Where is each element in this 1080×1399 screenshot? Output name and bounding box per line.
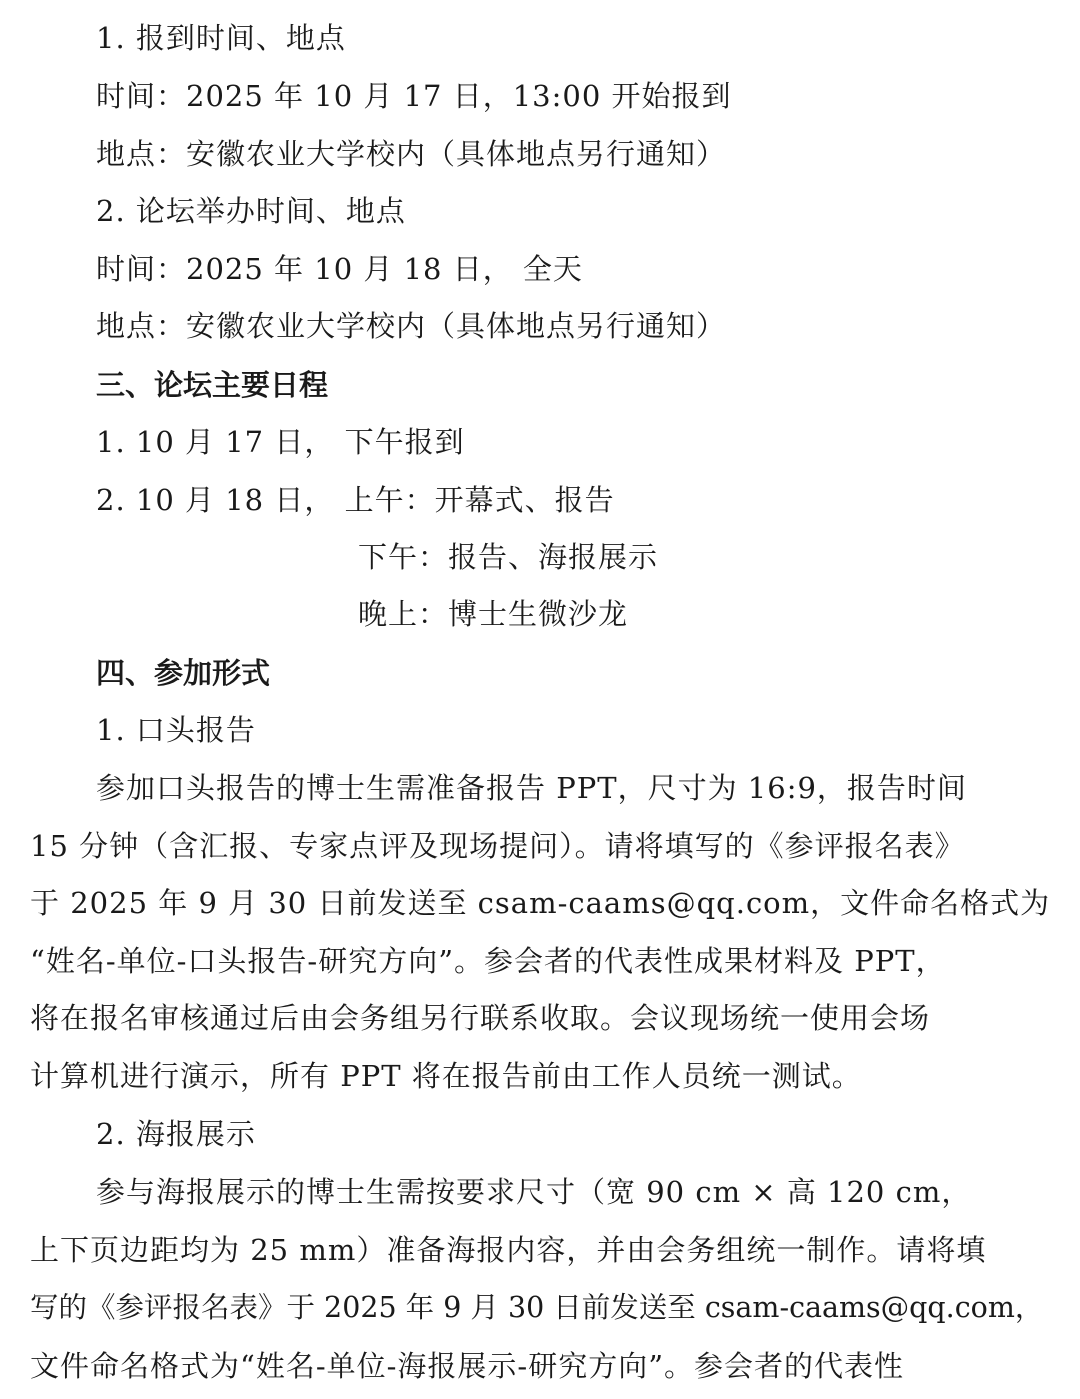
- oral-paragraph-line: 参加口头报告的博士生需准备报告 PPT，尺寸为 16:9，报告时间: [96, 771, 967, 805]
- oral-paragraph-line: “姓名-单位-口头报告-研究方向”。参会者的代表性成果材料及 PPT，: [30, 944, 946, 978]
- forum-place: 地点：安徽农业大学校内（具体地点另行通知）: [96, 309, 727, 343]
- item-registration-time-place: 1. 报到时间、地点: [96, 21, 346, 55]
- schedule-day-1: 1. 10 月 17 日， 下午报到: [96, 425, 465, 459]
- oral-paragraph-line: 于 2025 年 9 月 30 日前发送至 csam-caams@qq.com，文件命名格式为: [30, 886, 1051, 920]
- item-forum-time-place: 2. 论坛举办时间、地点: [96, 194, 406, 228]
- item-oral-report: 1. 口头报告: [96, 713, 256, 747]
- schedule-day-2: 2. 10 月 18 日， 上午：开幕式、报告: [96, 483, 615, 517]
- schedule-day-2-evening: 晚上：博士生微沙龙: [358, 597, 629, 631]
- poster-paragraph-line: 文件命名格式为“姓名-单位-海报展示-研究方向”。参会者的代表性: [30, 1349, 905, 1383]
- registration-place: 地点：安徽农业大学校内（具体地点另行通知）: [96, 137, 727, 171]
- section-heading-participation: 四、参加形式: [96, 656, 271, 690]
- item-poster-display: 2. 海报展示: [96, 1117, 256, 1151]
- registration-time: 时间：2025 年 10 月 17 日，13:00 开始报到: [96, 79, 732, 113]
- schedule-day-2-afternoon: 下午：报告、海报展示: [358, 540, 659, 574]
- poster-paragraph-line: 参与海报展示的博士生需按要求尺寸（宽 90 cm × 高 120 cm，: [96, 1175, 972, 1209]
- poster-paragraph-line: 写的《参评报名表》于 2025 年 9 月 30 日前发送至 csam-caams@qq.com，: [30, 1291, 1044, 1324]
- oral-paragraph-line: 计算机进行演示，所有 PPT 将在报告前由工作人员统一测试。: [30, 1059, 862, 1093]
- forum-time: 时间：2025 年 10 月 18 日， 全天: [96, 252, 583, 286]
- poster-paragraph-line: 上下页边距均为 25 mm）准备海报内容，并由会务组统一制作。请将填: [30, 1233, 987, 1267]
- oral-paragraph-line: 将在报名审核通过后由会务组另行联系收取。会议现场统一使用会场: [30, 1001, 931, 1035]
- oral-paragraph-line: 15 分钟（含汇报、专家点评及现场提问）。请将填写的《参评报名表》: [30, 829, 965, 863]
- section-heading-schedule: 三、论坛主要日程: [96, 368, 329, 402]
